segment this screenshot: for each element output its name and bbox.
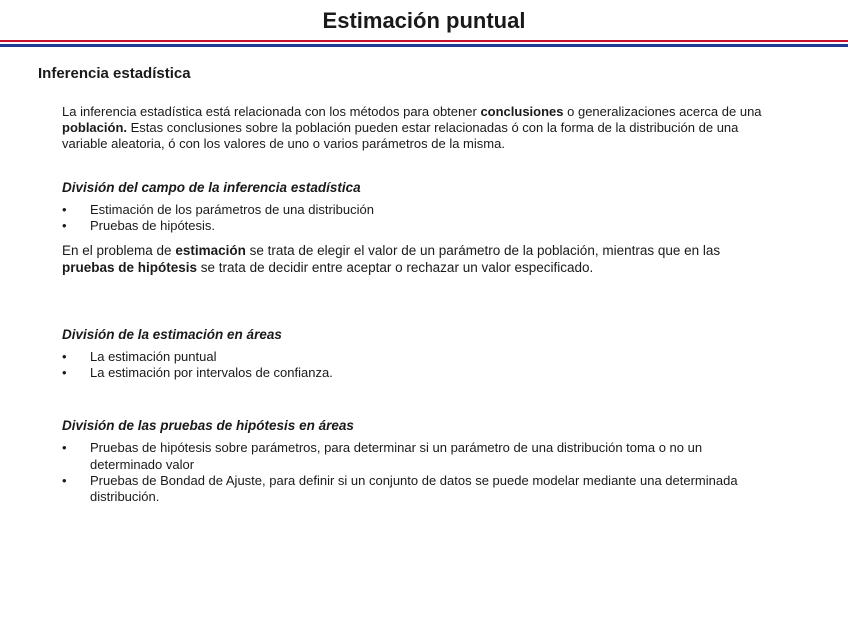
section-heading: Inferencia estadística: [38, 65, 191, 82]
list-item: [62, 440, 762, 472]
estimation-paragraph: [62, 242, 762, 276]
intro-text-3: Estas conclusiones sobre la población pueden estar relacionadas ó con la forma de la distribución de una variable aleatoria, ó con los valores de uno o varios parámetros de la misma.: [62, 120, 739, 152]
intro-paragraph: [62, 104, 762, 153]
bullet-icon: •: [62, 365, 67, 381]
header-rule-blue: [0, 44, 848, 47]
estimation-bold-1: estimación: [175, 243, 246, 259]
estimation-text-2: se trata de elegir el valor de un parámetro de la población, mientras que en las: [245, 243, 721, 259]
page-title: Estimación puntual: [322, 8, 526, 33]
bullet-icon: •: [62, 440, 67, 456]
list-item: [62, 473, 762, 505]
estimation-text-1: En el problema de: [62, 243, 176, 259]
intro-bold-2: población.: [62, 120, 127, 136]
bullet-icon: •: [62, 349, 67, 365]
list-item-text: La estimación por intervalos de confianza.: [90, 365, 333, 381]
list-division-estimacion: [62, 349, 762, 381]
intro-bold-1: conclusiones: [480, 104, 564, 119]
subheading-division-campo: División del campo de la inferencia estadística: [62, 179, 361, 195]
list-item: [62, 349, 762, 365]
intro-text-1: La inferencia estadística está relacionada con los métodos para obtener: [62, 104, 481, 119]
list-item-text: Estimación de los parámetros de una distribución: [90, 201, 374, 217]
estimation-text-3: se trata de decidir entre aceptar o rechazar un valor especificado.: [197, 260, 594, 276]
list-item: [62, 202, 762, 218]
subheading-division-pruebas: División de las pruebas de hipótesis en áreas: [62, 418, 354, 434]
bullet-icon: •: [62, 201, 67, 217]
list-item-text: Pruebas de hipótesis sobre parámetros, para determinar si un parámetro de una distribución toma o no un determinado valor: [90, 440, 703, 472]
subheading-division-estimacion: División de la estimación en áreas: [62, 327, 282, 343]
list-item-text: Pruebas de hipótesis.: [90, 217, 216, 233]
list-item-text: La estimación puntual: [90, 349, 217, 365]
slide-content: [62, 104, 762, 505]
list-item: [62, 218, 762, 234]
list-item: [62, 365, 762, 381]
header-rule-red: [0, 40, 848, 42]
bullet-icon: •: [62, 217, 67, 233]
list-item-text: Pruebas de Bondad de Ajuste, para definir si un conjunto de datos se puede modelar mediante una determinada distribución.: [90, 472, 738, 505]
estimation-bold-2: pruebas de hipótesis: [62, 260, 198, 276]
list-division-pruebas: [62, 440, 762, 505]
bullet-icon: •: [62, 472, 67, 488]
list-division-campo: [62, 202, 762, 234]
intro-text-2: o generalizaciones acerca de una: [563, 104, 762, 119]
